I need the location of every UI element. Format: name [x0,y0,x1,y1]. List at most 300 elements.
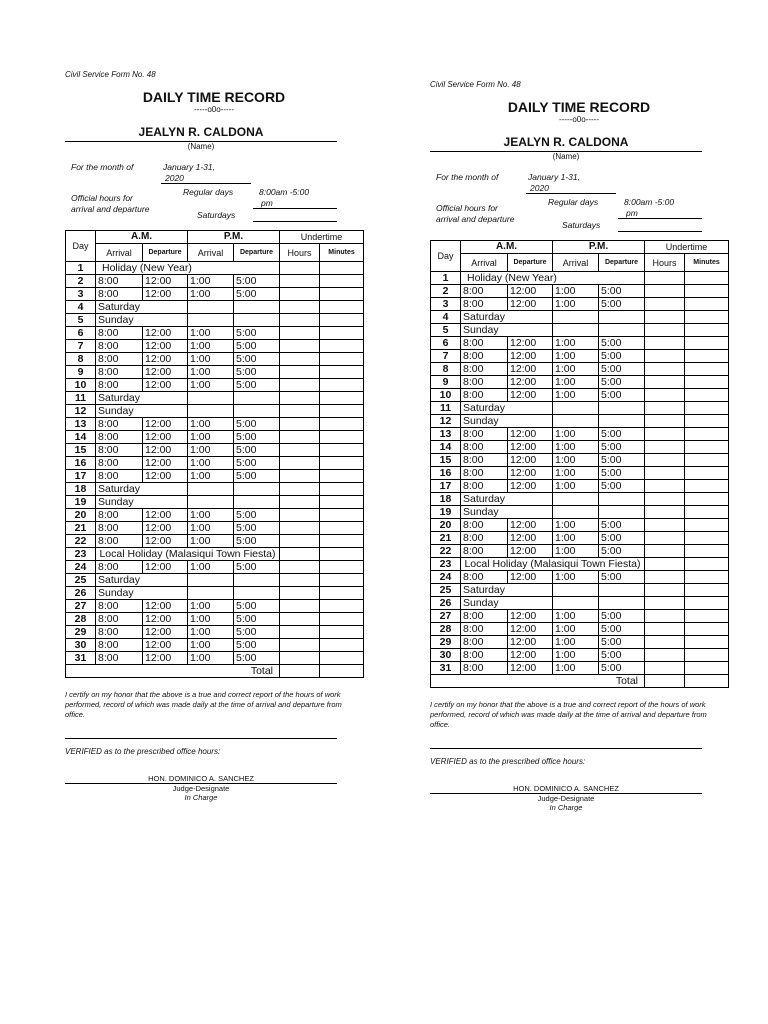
employee-signature-line [65,738,337,739]
undertime-minutes-cell [320,470,364,483]
table-row [66,613,364,626]
saturdays-underline [253,221,337,222]
pm-arrival-cell [188,587,234,600]
am-departure-cell: 12:00 [143,379,188,392]
am-departure-cell: 12:00 [508,636,553,649]
undertime-hours-cell [645,285,685,298]
day-cell: 7 [431,350,461,363]
am-arrival-header: Arrival [96,244,143,262]
pm-arrival-cell: 1:00 [553,428,599,441]
undertime-minutes-cell [320,288,364,301]
employee-signature-line [430,748,702,749]
table-row [66,652,364,665]
undertime-hours-cell [645,649,685,662]
am-arrival-cell: 8:00 [96,288,143,301]
undertime-minutes-cell [685,519,729,532]
pm-arrival-cell: 1:00 [553,532,599,545]
am-departure-cell: 12:00 [143,457,188,470]
pm-departure-cell: 5:00 [234,379,280,392]
am-header: A.M. [96,231,188,244]
day-cell: 12 [431,415,461,428]
undertime-minutes-cell [685,493,729,506]
weekend-label-cell: Saturday [461,402,553,415]
undertime-minutes-cell [685,285,729,298]
undertime-hours-cell [645,584,685,597]
weekend-label-cell: Saturday [461,584,553,597]
pm-departure-cell: 5:00 [234,561,280,574]
am-arrival-cell: 8:00 [96,353,143,366]
am-departure-cell: 12:00 [508,285,553,298]
day-cell: 28 [66,613,96,626]
undertime-hours-cell [280,275,320,288]
undertime-minutes-cell [685,662,729,675]
table-row [431,272,729,285]
pm-departure-cell: 5:00 [599,623,645,636]
undertime-minutes-cell [685,402,729,415]
undertime-minutes-cell [320,262,364,275]
regular-days-value-line1: 8:00am -5:00 [624,197,675,207]
am-departure-cell: 12:00 [508,545,553,558]
pm-arrival-cell [553,584,599,597]
undertime-hours-cell [645,545,685,558]
day-cell: 2 [431,285,461,298]
day-header: Day [66,231,96,262]
undertime-hours-cell [645,311,685,324]
pm-arrival-cell: 1:00 [188,275,234,288]
day-cell: 4 [431,311,461,324]
signatory-block [65,774,337,802]
pm-arrival-cell: 1:00 [553,571,599,584]
undertime-minutes-cell [320,327,364,340]
table-row [431,454,729,467]
am-arrival-cell: 8:00 [461,285,508,298]
undertime-hours-cell [280,392,320,405]
am-departure-cell: 12:00 [143,509,188,522]
undertime-hours-cell [280,639,320,652]
pm-arrival-cell: 1:00 [188,522,234,535]
table-row [66,522,364,535]
undertime-hours-cell [645,571,685,584]
form-number: Civil Service Form No. 48 [65,70,156,79]
regular-days-label: Regular days [183,187,234,197]
am-departure-cell: 12:00 [508,662,553,675]
am-departure-cell: 12:00 [143,600,188,613]
pm-arrival-cell: 1:00 [188,561,234,574]
pm-arrival-cell [553,311,599,324]
am-arrival-cell: 8:00 [96,600,143,613]
day-cell: 4 [66,301,96,314]
table-row [431,441,729,454]
undertime-minutes-cell [685,311,729,324]
day-cell: 1 [431,272,461,285]
pm-departure-cell: 5:00 [234,431,280,444]
am-departure-cell: 12:00 [143,470,188,483]
undertime-hours-cell [280,379,320,392]
official-hours-label-line1: Official hours for [71,193,133,203]
day-cell: 18 [431,493,461,506]
day-cell: 31 [431,662,461,675]
verified-text: VERIFIED as to the prescribed office hours: [65,747,221,756]
undertime-minutes-cell [685,584,729,597]
dtr-form-right [430,79,728,812]
undertime-minutes-cell [685,376,729,389]
undertime-hours-cell [280,301,320,314]
day-cell: 16 [66,457,96,470]
am-departure-cell: 12:00 [508,532,553,545]
undertime-hours-cell [645,636,685,649]
weekend-label-cell: Sunday [461,506,553,519]
pm-arrival-cell: 1:00 [188,327,234,340]
am-arrival-cell: 8:00 [96,522,143,535]
table-row [431,597,729,610]
table-row [66,288,364,301]
am-arrival-cell: 8:00 [96,561,143,574]
day-cell: 15 [431,454,461,467]
undertime-hours-cell [280,548,320,561]
pm-arrival-cell: 1:00 [553,519,599,532]
day-cell: 14 [66,431,96,444]
am-arrival-cell: 8:00 [461,519,508,532]
table-row [66,561,364,574]
holiday-note-cell: Holiday (New Year) [461,272,645,285]
am-arrival-cell: 8:00 [461,571,508,584]
day-cell: 8 [431,363,461,376]
day-cell: 30 [431,649,461,662]
pm-departure-cell [234,574,280,587]
table-row [431,519,729,532]
pm-departure-cell: 5:00 [599,636,645,649]
pm-arrival-cell: 1:00 [553,376,599,389]
table-row [66,431,364,444]
pm-departure-header: Departure [234,244,280,262]
saturdays-label: Saturdays [197,210,236,220]
am-arrival-cell: 8:00 [461,545,508,558]
am-arrival-cell: 8:00 [461,428,508,441]
table-row [66,366,364,379]
pm-arrival-cell: 1:00 [188,652,234,665]
table-row [431,337,729,350]
day-cell: 17 [66,470,96,483]
employee-name: JEALYN R. CALDONA [503,135,629,149]
pm-arrival-cell: 1:00 [553,350,599,363]
table-row [66,275,364,288]
day-cell: 12 [66,405,96,418]
table-row [66,535,364,548]
table-row [66,327,364,340]
weekend-label-cell: Saturday [461,493,553,506]
total-hours-cell [280,665,320,678]
am-departure-cell: 12:00 [143,652,188,665]
month-value-line1: January 1-31, [528,172,580,182]
undertime-minutes-cell [320,535,364,548]
pm-departure-cell: 5:00 [234,535,280,548]
pm-arrival-cell: 1:00 [553,467,599,480]
undertime-hours-cell [645,389,685,402]
am-arrival-cell: 8:00 [461,649,508,662]
undertime-minutes-cell [685,623,729,636]
am-departure-cell: 12:00 [508,571,553,584]
day-cell: 11 [66,392,96,405]
pm-departure-cell [599,415,645,428]
undertime-minutes-cell [320,366,364,379]
am-departure-cell: 12:00 [508,649,553,662]
undertime-minutes-cell [685,428,729,441]
undertime-hours-cell [280,353,320,366]
pm-arrival-cell: 1:00 [553,545,599,558]
day-cell: 1 [66,262,96,275]
am-departure-cell: 12:00 [508,363,553,376]
undertime-minutes-cell [685,597,729,610]
regular-days-underline [618,218,702,219]
undertime-hours-cell [280,652,320,665]
pm-departure-cell: 5:00 [234,340,280,353]
weekend-label-cell: Saturday [96,392,188,405]
regular-days-value-line2: pm [261,198,273,208]
pm-departure-cell [599,597,645,610]
pm-arrival-cell: 1:00 [188,340,234,353]
undertime-hours-cell [645,532,685,545]
am-departure-cell: 12:00 [508,428,553,441]
undertime-hours-cell [280,288,320,301]
day-cell: 3 [66,288,96,301]
undertime-minutes-cell [320,652,364,665]
regular-days-value-line1: 8:00am -5:00 [259,187,310,197]
undertime-hours-cell [645,337,685,350]
day-header: Day [431,241,461,272]
undertime-minutes-cell [320,496,364,509]
am-arrival-cell: 8:00 [96,639,143,652]
am-arrival-cell: 8:00 [96,470,143,483]
pm-departure-cell [234,483,280,496]
undertime-minutes-cell [685,324,729,337]
day-cell: 30 [66,639,96,652]
pm-arrival-cell: 1:00 [553,454,599,467]
am-arrival-cell: 8:00 [96,340,143,353]
pm-arrival-cell: 1:00 [553,363,599,376]
am-departure-cell: 12:00 [508,480,553,493]
am-departure-cell: 12:00 [508,298,553,311]
pm-arrival-cell: 1:00 [553,636,599,649]
undertime-hours-cell [645,363,685,376]
form-title: DAILY TIME RECORD [142,89,286,105]
am-arrival-cell: 8:00 [96,275,143,288]
saturdays-underline [618,231,702,232]
day-cell: 26 [431,597,461,610]
am-arrival-cell: 8:00 [461,363,508,376]
month-value-line2: 2020 [165,173,184,183]
am-arrival-cell: 8:00 [96,366,143,379]
am-departure-cell: 12:00 [143,340,188,353]
month-label: For the month of [71,162,134,172]
table-row [431,389,729,402]
certification-text: I certify on my honor that the above is a true and correct report of the hours of work performed, record of which was made daily at the time of arrival and departure from office. [65,690,342,719]
pm-departure-cell: 5:00 [234,470,280,483]
month-label: For the month of [436,172,499,182]
undertime-hours-cell [280,470,320,483]
am-arrival-header: Arrival [461,254,508,272]
undertime-minutes-cell [320,509,364,522]
pm-departure-cell: 5:00 [234,639,280,652]
pm-departure-cell [234,496,280,509]
am-departure-cell: 12:00 [508,337,553,350]
undertime-minutes-cell [320,418,364,431]
am-arrival-cell: 8:00 [96,444,143,457]
table-row [66,444,364,457]
undertime-hours-cell [645,467,685,480]
undertime-minutes-cell [685,350,729,363]
pm-arrival-cell: 1:00 [553,285,599,298]
undertime-minutes-cell [320,444,364,457]
day-cell: 16 [431,467,461,480]
pm-departure-cell [599,324,645,337]
pm-arrival-cell: 1:00 [188,457,234,470]
table-row [431,298,729,311]
undertime-minutes-cell [320,639,364,652]
am-arrival-cell: 8:00 [96,652,143,665]
official-hours-label-line2: arrival and departure [436,214,515,224]
total-minutes-cell [685,675,729,688]
weekend-label-cell: Sunday [96,405,188,418]
undertime-hours-cell [645,454,685,467]
undertime-hours-cell [280,327,320,340]
undertime-header: Undertime [645,241,729,254]
name-caption: (Name) [187,142,215,151]
pm-arrival-header: Arrival [553,254,599,272]
pm-departure-cell: 5:00 [599,285,645,298]
undertime-minutes-cell [320,613,364,626]
undertime-minutes-cell [320,301,364,314]
undertime-minutes-cell [685,636,729,649]
time-record-table [430,240,729,688]
undertime-minutes-cell [320,561,364,574]
name-caption: (Name) [552,152,580,161]
day-cell: 19 [431,506,461,519]
pm-arrival-header: Arrival [188,244,234,262]
weekend-label-cell: Sunday [96,496,188,509]
pm-arrival-cell [553,506,599,519]
table-row [66,262,364,275]
table-row [66,314,364,327]
undertime-hours-cell [645,298,685,311]
pm-arrival-cell [188,405,234,418]
table-row [66,301,364,314]
pm-arrival-cell [188,314,234,327]
title-separator: -----o0o----- [194,105,234,114]
am-departure-header: Departure [508,254,553,272]
am-departure-cell: 12:00 [508,610,553,623]
pm-departure-cell: 5:00 [234,327,280,340]
am-arrival-cell: 8:00 [96,431,143,444]
title-separator: -----o0o----- [559,115,599,124]
day-cell: 10 [431,389,461,402]
undertime-minutes-cell [685,272,729,285]
am-departure-cell: 12:00 [508,350,553,363]
am-arrival-cell: 8:00 [461,532,508,545]
day-cell: 21 [431,532,461,545]
am-departure-cell: 12:00 [143,639,188,652]
pm-departure-header: Departure [599,254,645,272]
pm-departure-cell: 5:00 [599,441,645,454]
weekend-label-cell: Sunday [461,324,553,337]
am-departure-cell: 12:00 [508,389,553,402]
pm-arrival-cell: 1:00 [188,353,234,366]
pm-arrival-cell: 1:00 [553,649,599,662]
pm-arrival-cell: 1:00 [188,626,234,639]
pm-departure-cell: 5:00 [599,337,645,350]
pm-departure-cell [599,311,645,324]
pm-arrival-cell [553,402,599,415]
undertime-minutes-cell [685,389,729,402]
undertime-hours-cell [645,428,685,441]
undertime-minutes-cell [320,340,364,353]
day-cell: 9 [431,376,461,389]
total-minutes-cell [320,665,364,678]
month-value-line2: 2020 [530,183,549,193]
undertime-minutes-cell [320,600,364,613]
undertime-minutes-cell [320,457,364,470]
signatory-title: Judge-Designate [537,794,595,803]
pm-departure-cell: 5:00 [599,571,645,584]
undertime-minutes-header: Minutes [685,254,729,272]
table-row [431,662,729,675]
verified-text: VERIFIED as to the prescribed office hours: [430,757,586,766]
pm-departure-cell [234,301,280,314]
undertime-hours-cell [280,587,320,600]
undertime-minutes-cell [320,392,364,405]
table-row [431,636,729,649]
pm-departure-cell: 5:00 [234,457,280,470]
pm-departure-cell: 5:00 [234,275,280,288]
day-cell: 27 [66,600,96,613]
day-cell: 27 [431,610,461,623]
regular-days-underline [253,208,337,209]
day-cell: 13 [431,428,461,441]
undertime-minutes-cell [685,506,729,519]
table-row [431,558,729,571]
table-row [66,340,364,353]
pm-arrival-cell: 1:00 [553,389,599,402]
table-row [431,649,729,662]
am-arrival-cell: 8:00 [461,298,508,311]
weekend-label-cell: Saturday [96,301,188,314]
holiday-note-cell: Holiday (New Year) [96,262,280,275]
undertime-hours-cell [645,558,685,571]
undertime-hours-cell [280,535,320,548]
pm-departure-cell: 5:00 [599,649,645,662]
pm-departure-cell [599,402,645,415]
saturdays-label: Saturdays [562,220,601,230]
official-hours-label-line2: arrival and departure [71,204,150,214]
table-row [66,509,364,522]
undertime-hours-cell [645,415,685,428]
undertime-hours-cell [645,610,685,623]
table-row [431,311,729,324]
month-underline [161,183,251,184]
pm-departure-cell: 5:00 [234,444,280,457]
pm-header: P.M. [188,231,280,244]
day-cell: 3 [431,298,461,311]
weekend-label-cell: Saturday [96,574,188,587]
pm-departure-cell [599,584,645,597]
undertime-minutes-cell [320,405,364,418]
am-departure-cell: 12:00 [143,444,188,457]
am-departure-cell: 12:00 [143,613,188,626]
day-cell: 23 [431,558,461,571]
day-cell: 10 [66,379,96,392]
day-cell: 7 [66,340,96,353]
pm-arrival-cell: 1:00 [553,610,599,623]
undertime-minutes-cell [685,454,729,467]
